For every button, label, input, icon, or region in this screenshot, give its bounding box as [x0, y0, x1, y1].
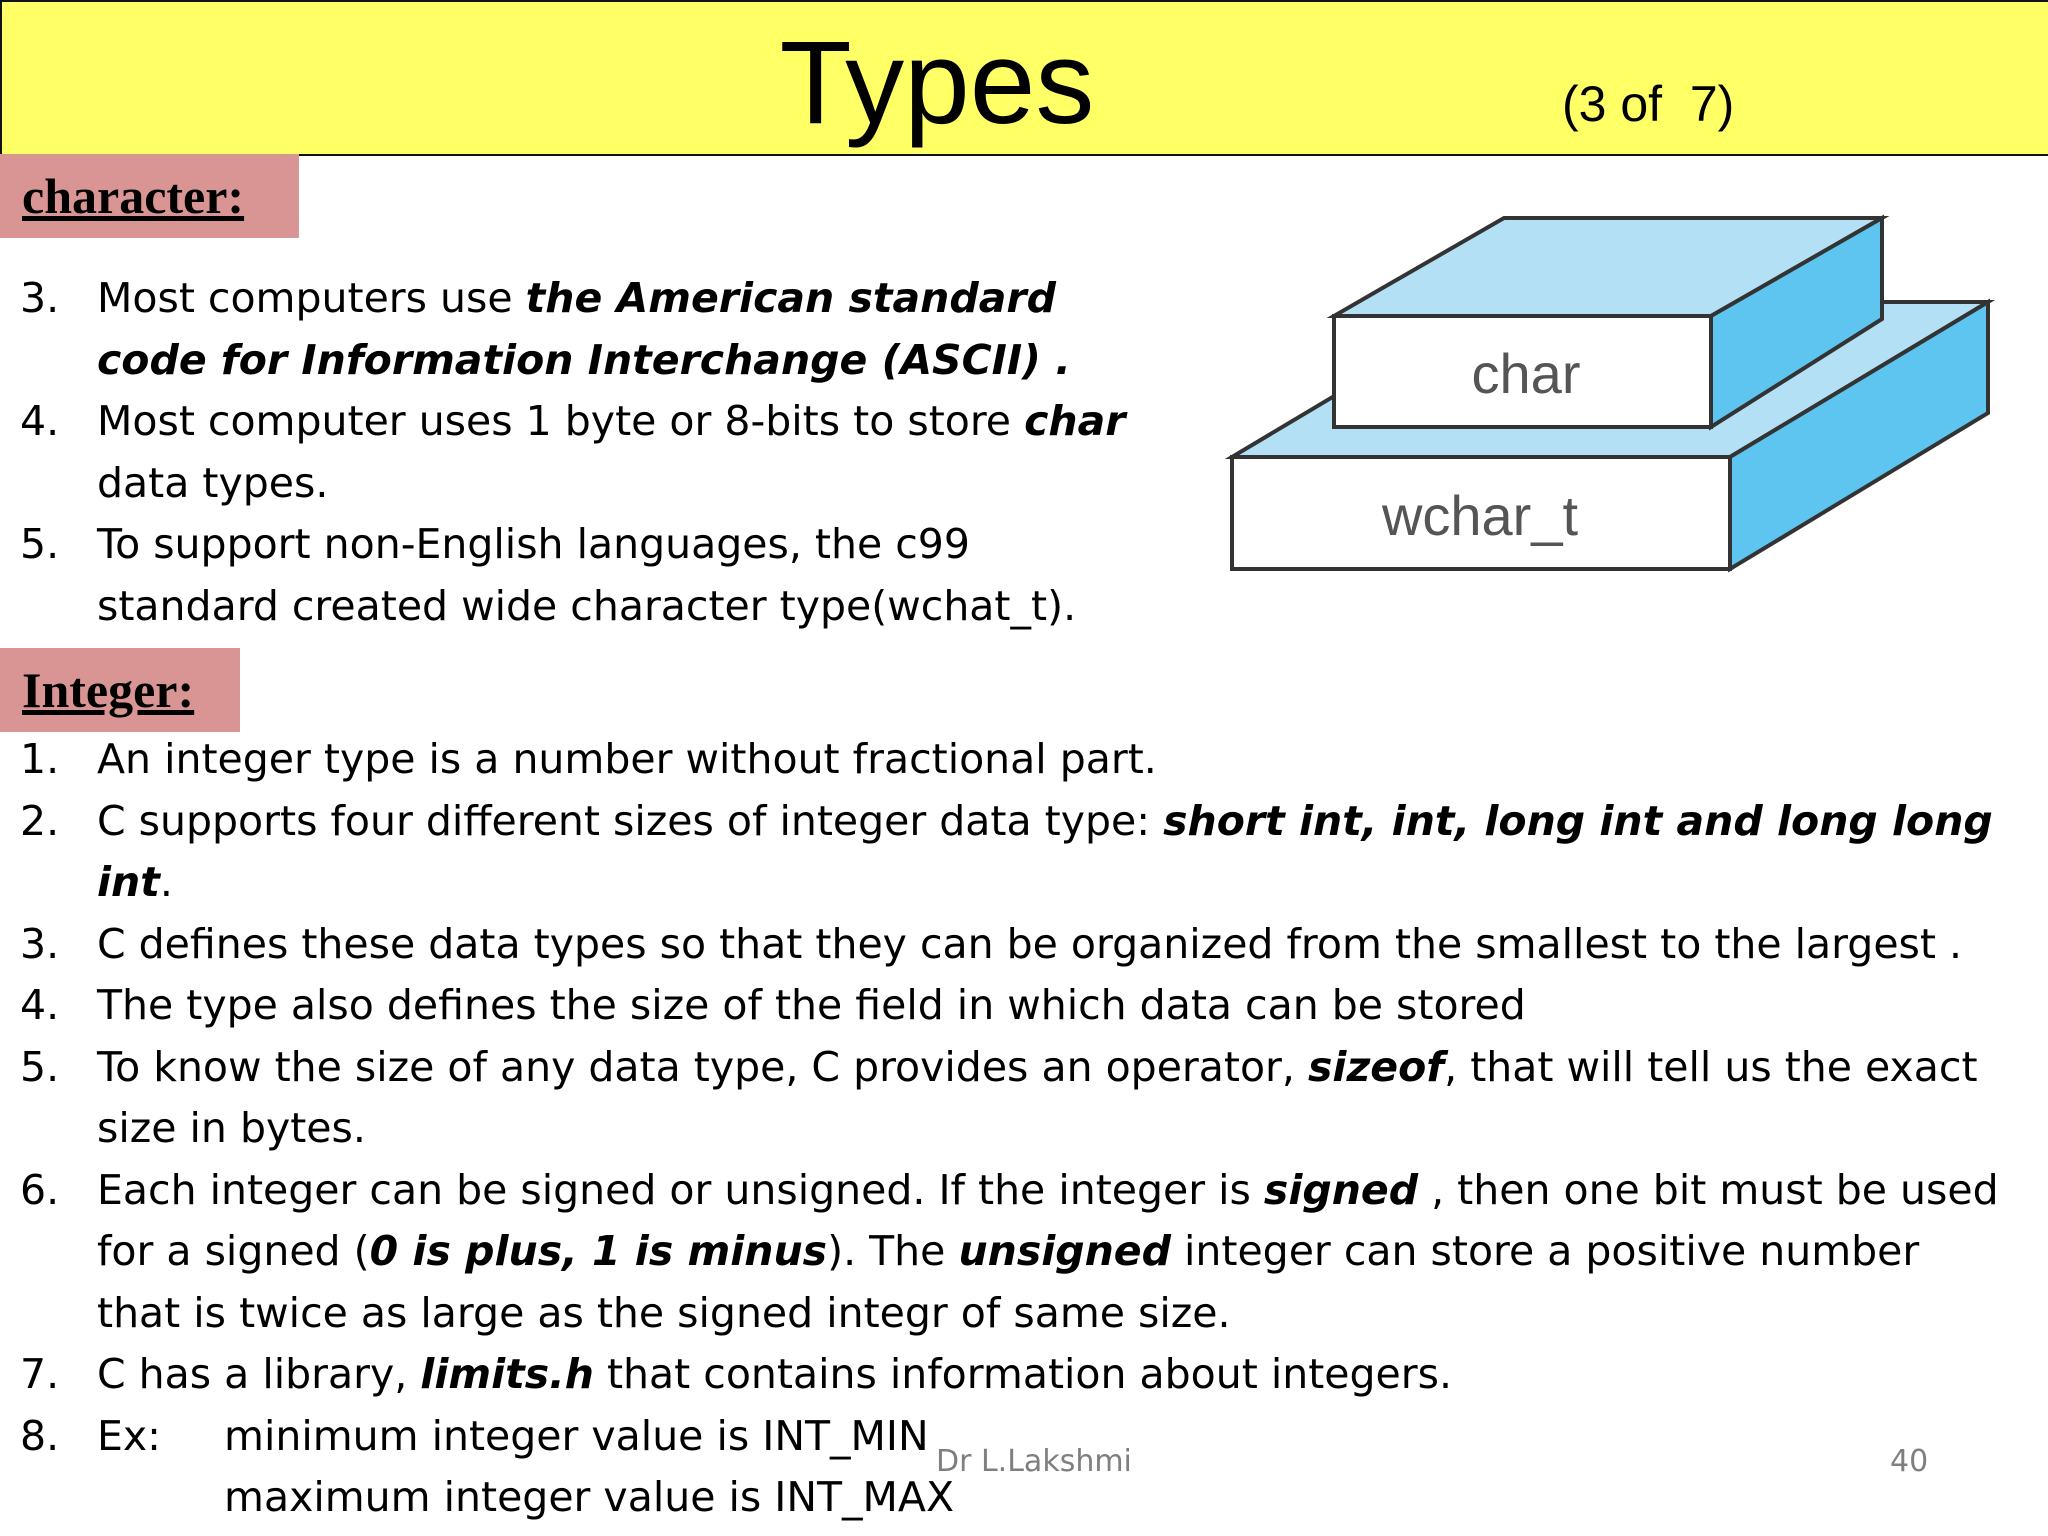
list-item	[20, 391, 1130, 514]
list-item-text: Each integer can be signed or unsigned. If the integer is	[97, 1165, 1264, 1214]
example-text: minimum integer value is INT_MIN	[224, 1411, 929, 1460]
list-item-number: 7.	[20, 1350, 60, 1398]
list-item-number: 4.	[20, 981, 60, 1029]
emphasis-text: unsigned	[958, 1227, 1171, 1275]
list-item	[20, 975, 2012, 1037]
list-item	[20, 1344, 2012, 1406]
slide-page-count: (3 of 7)	[1562, 76, 1735, 132]
list-item-text: that contains information about integers.	[593, 1350, 1453, 1398]
slide-title: Types	[779, 17, 1095, 149]
list-item	[20, 1160, 2012, 1345]
list-item-text: , that will tell us the exact size in bytes.	[97, 1042, 1978, 1152]
list-item-text: To support non-English languages, the c99 standard created wide character type(wchat_t).	[97, 520, 1077, 630]
list-item-number: 3.	[20, 919, 60, 968]
list-item-text: C supports four different sizes of integer data type:	[97, 796, 1164, 845]
list-item	[20, 268, 1130, 391]
list-item-text: Most computer uses 1 byte or 8-bits to store	[97, 397, 1025, 445]
example-label: Ex:	[97, 1411, 161, 1460]
list-item-number: 3.	[20, 274, 60, 322]
list-item-text: ). The	[827, 1227, 959, 1275]
emphasis-text: sizeof	[1307, 1042, 1445, 1091]
list-item-number: 4.	[20, 397, 60, 445]
title-bar	[0, 0, 2048, 156]
list-item	[20, 914, 2012, 976]
emphasis-text: limits.h	[420, 1350, 594, 1398]
list-item-text: To know the size of any data type, C provides an operator,	[97, 1042, 1308, 1091]
list-item-number: 8.	[20, 1411, 60, 1460]
list-item-text: C defines these data types so that they can be organized from the smallest to the largest .	[97, 919, 1963, 968]
character-list	[20, 268, 1130, 637]
list-item-number: 5.	[20, 1042, 60, 1091]
list-item-text: , then one bit must be used for a signed (	[97, 1165, 1999, 1275]
example-text: maximum integer value is INT_MAX	[224, 1473, 955, 1521]
footer-author: Dr L.Lakshmi	[936, 1444, 1132, 1479]
list-item-number: 5.	[20, 520, 60, 568]
emphasis-text: 0 is plus, 1 is minus	[369, 1227, 828, 1275]
character-heading: character:	[0, 154, 299, 238]
list-item	[20, 514, 1130, 637]
list-item-text: data types.	[97, 458, 329, 507]
char-wchar-size-figure	[1218, 205, 1998, 585]
list-item-text: The type also defines the size of the field in which data can be stored	[97, 981, 1526, 1029]
list-item	[20, 791, 2012, 914]
wchar-label: wchar_t	[1381, 484, 1579, 547]
emphasis-text: the American standard code for Information Interchange (ASCII) .	[97, 274, 1071, 384]
list-item-text: integer can store a positive number that is twice as large as the signed integr of same size.	[97, 1227, 1920, 1337]
char-label: char	[1471, 342, 1581, 405]
list-item-text: Most computers use	[97, 274, 526, 322]
list-item-number: 6.	[20, 1165, 60, 1214]
integer-heading: Integer:	[0, 648, 240, 732]
footer-page-number: 40	[1890, 1444, 1929, 1479]
integer-list	[20, 729, 2012, 1529]
list-item-text: .	[159, 858, 173, 906]
list-item	[20, 1037, 2012, 1160]
list-item-text: C has a library,	[97, 1350, 421, 1398]
emphasis-text: signed	[1263, 1165, 1419, 1214]
list-item	[20, 729, 2012, 791]
emphasis-text: char	[1024, 397, 1126, 445]
emphasis-text: short int, int, long int and long long int	[97, 796, 1993, 906]
list-item-number: 2.	[20, 796, 60, 845]
list-item-text: An integer type is a number without fractional part.	[97, 735, 1157, 783]
list-item-number: 1.	[20, 735, 60, 783]
